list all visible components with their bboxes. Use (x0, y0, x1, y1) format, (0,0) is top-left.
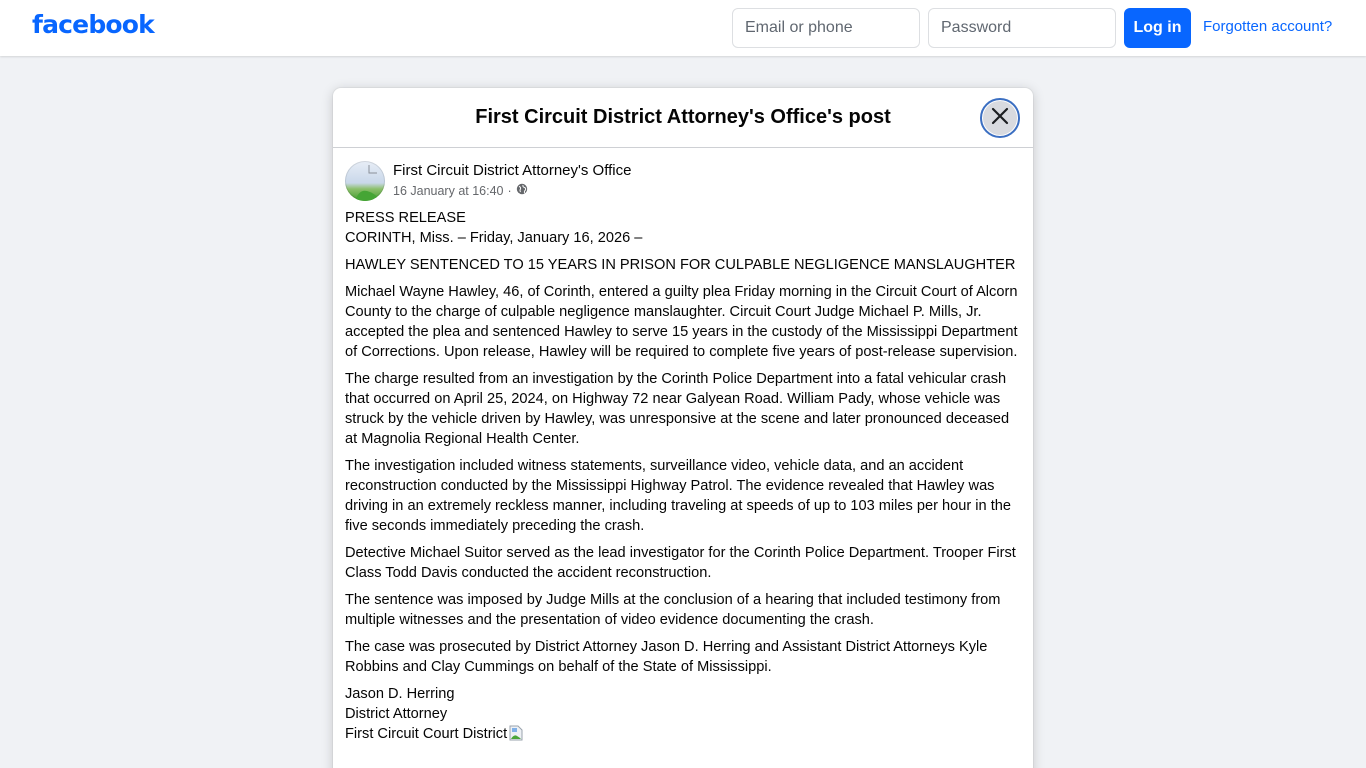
post-header (345, 161, 1005, 201)
top-navigation-bar (0, 0, 1366, 56)
facebook-logo[interactable]: facebook (32, 10, 154, 39)
page-avatar[interactable] (345, 161, 385, 201)
close-button[interactable] (980, 98, 1020, 138)
dialog-title: First Circuit District Attorney's Office's post (475, 106, 891, 128)
dateline: CORINTH, Miss. – Friday, January 16, 2026 – (345, 230, 643, 246)
dialog-header (333, 88, 1033, 148)
email-input[interactable] (732, 8, 920, 48)
post-paragraph: The case was prosecuted by District Attorney Jason D. Herring and Assistant District Attorneys Kyle Robbins and Clay Cummings on behalf of the State of Mississippi. (345, 639, 988, 675)
post-paragraph: The investigation included witness statements, surveillance video, vehicle data, and an accident reconstruction conducted by the Mississippi Highway Patrol. The evidence revealed that Hawley was driving in an extremely reckless manner, including traveling at speeds of up to 103 miles per hour in the five seconds immediately preceding the crash. (345, 458, 1011, 534)
post-message (345, 208, 1023, 751)
broken-image-icon (508, 725, 524, 741)
broken-image-icon (345, 161, 385, 201)
signature-title: District Attorney (345, 706, 448, 722)
password-input[interactable] (928, 8, 1116, 48)
post-timestamp[interactable]: 16 January at 16:40 (393, 183, 504, 198)
post-paragraph: The charge resulted from an investigation by the Corinth Police Department into a fatal vehicular crash that occurred on April 25, 2024, on Highway 72 near Galyean Road. William Pady, whose vehicle was struck by the vehicle driven by Hawley, was unresponsive at the scene and later pronounced deceased at Magnolia Regional Health Center. (345, 371, 1010, 447)
post-paragraph: Detective Michael Suitor served as the lead investigator for the Corinth Police Department. Trooper First Class Todd Davis conducted the accident reconstruction. (345, 545, 1016, 581)
signature-district: First Circuit Court District (345, 726, 508, 742)
page-name-link[interactable]: First Circuit District Attorney's Office (393, 162, 632, 179)
press-release-label: PRESS RELEASE (345, 210, 466, 226)
meta-separator: · (507, 183, 512, 198)
post-intro (345, 208, 1023, 248)
post-paragraph: The sentence was imposed by Judge Mills at the conclusion of a hearing that included testimony from multiple witnesses and the presentation of video evidence documenting the crash. (345, 592, 1001, 628)
post-paragraph: Michael Wayne Hawley, 46, of Corinth, entered a guilty plea Friday morning in the Circuit Court of Alcorn County to the charge of culpable negligence manslaughter. Circuit Court Judge Michael P. Mills, Jr. accepted the plea and sentenced Hawley to serve 15 years in the custody of the Mississippi Department of Corrections. Upon release, Hawley will be required to complete five years of post-release supervision. (345, 284, 1018, 360)
post-headline: HAWLEY SENTENCED TO 15 YEARS IN PRISON FOR CULPABLE NEGLIGENCE MANSLAUGHTER (345, 257, 1016, 273)
post-dialog (333, 88, 1033, 768)
signature (345, 684, 1023, 744)
globe-icon (516, 183, 528, 198)
signature-name: Jason D. Herring (345, 686, 455, 702)
forgotten-account-link[interactable]: Forgotten account? (1203, 18, 1333, 35)
login-button[interactable]: Log in (1124, 8, 1191, 48)
post-meta (393, 183, 528, 198)
close-icon (991, 107, 1009, 130)
